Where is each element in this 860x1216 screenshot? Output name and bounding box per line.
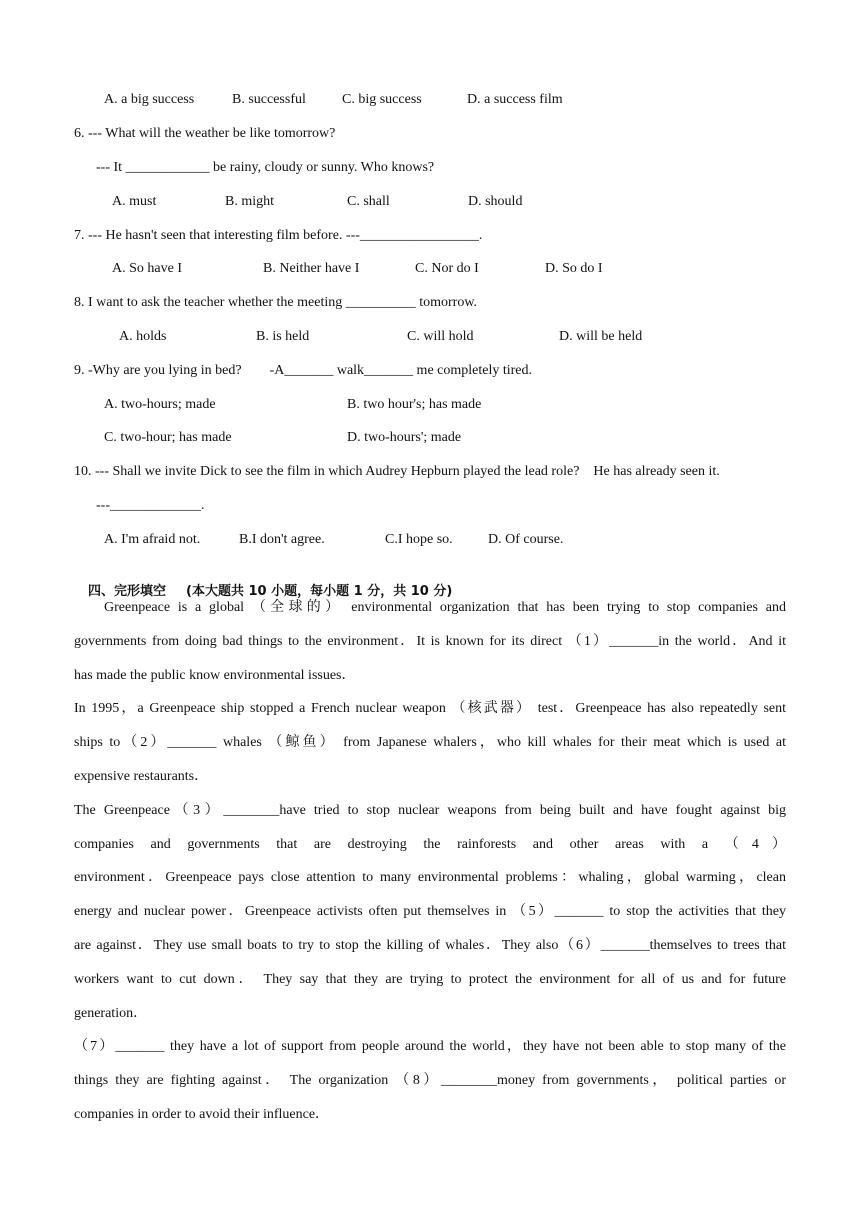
q8-stem: 8. I want to ask the teacher whether the meeting __________ tomorrow. <box>74 295 478 310</box>
passage-line: workers want to cut down． They say that they are trying to protect the environment for all of us and for future <box>74 972 786 987</box>
q8-option-a: A. holds <box>119 329 167 344</box>
q8-option-d: D. will be held <box>559 329 643 344</box>
q6-option-b: B. might <box>225 194 275 209</box>
q10-option-c: C.I hope so. <box>385 532 453 547</box>
q7-option-d: D. So do I <box>545 261 603 276</box>
passage-line: are against．They use small boats to try to stop the killing of whales．They also（6）_______themselves to trees that <box>74 938 786 953</box>
q9-option-c: C. two-hour; has made <box>104 430 232 445</box>
q7-option-c: C. Nor do I <box>415 261 479 276</box>
q10-option-a: A. I'm afraid not. <box>104 532 201 547</box>
passage-line: things they are fighting against． The organization （8）________money from governments， political parties or <box>74 1073 786 1088</box>
q5-option-c: C. big success <box>342 92 422 107</box>
passage-line: companies in order to avoid their influence． <box>74 1107 330 1122</box>
q9-option-a: A. two-hours; made <box>104 397 216 412</box>
q6-line2: --- It ____________ be rainy, cloudy or sunny. Who knows? <box>96 160 435 175</box>
q6-option-c: C. shall <box>347 194 390 209</box>
q6-stem: 6. --- What will the weather be like tomorrow? <box>74 126 336 141</box>
passage-line: has made the public know environmental issues． <box>74 668 356 683</box>
passage-line: generation． <box>74 1006 148 1021</box>
q6-option-a: A. must <box>112 194 157 209</box>
q5-option-d: D. a success film <box>467 92 563 107</box>
passage-line: Greenpeace is a global （全球的） environmental organization that has been trying to stop companies and <box>104 600 786 615</box>
passage-line: ships to（2）_______ whales （鲸鱼） from Japanese whalers，who kill whales for their meat which is used at <box>74 735 786 750</box>
q9-option-d: D. two-hours'; made <box>347 430 462 445</box>
passage-line: expensive restaurants． <box>74 769 209 784</box>
passage-line: environment．Greenpeace pays close attention to many environmental problems：whaling，global warming，clean <box>74 870 786 885</box>
passage-line: energy and nuclear power．Greenpeace activists often put themselves in （5）_______ to stop the activities that they <box>74 904 786 919</box>
q9-stem: 9. -Why are you lying in bed? -A_______ walk_______ me completely tired. <box>74 363 533 378</box>
passage-line: companies and governments that are destroying the rainforests and other areas with a （4） <box>74 837 786 852</box>
section-note: (本大题共 10 小题，每小题 1 分，共 10 分) <box>186 584 453 599</box>
q8-option-b: B. is held <box>256 329 310 344</box>
q7-option-a: A. So have I <box>112 261 182 276</box>
passage-line: In 1995，a Greenpeace ship stopped a French nuclear weapon （核武器） test．Greenpeace has also repeatedly sent <box>74 701 786 716</box>
q7-option-b: B. Neither have I <box>263 261 360 276</box>
q7-stem: 7. --- He hasn't seen that interesting film before. ---_________________. <box>74 228 483 243</box>
q10-option-b: B.I don't agree. <box>239 532 325 547</box>
section-title: 四、完形填空 <box>88 584 167 599</box>
q5-option-b: B. successful <box>232 92 306 107</box>
passage-line: The Greenpeace（3）________have tried to stop nuclear weapons from being built and have fought against big <box>74 803 786 818</box>
q9-option-b: B. two hour's; has made <box>347 397 482 412</box>
q6-option-d: D. should <box>468 194 523 209</box>
q8-option-c: C. will hold <box>407 329 474 344</box>
passage-line: （7）_______ they have a lot of support from people around the world，they have not been able to stop many of the <box>74 1039 786 1054</box>
q5-option-a: A. a big success <box>104 92 195 107</box>
q10-option-d: D. Of course. <box>488 532 564 547</box>
passage-line: governments from doing bad things to the environment．It is known for its direct （1）_______in the world．And it <box>74 634 786 649</box>
q10-line2: ---_____________. <box>96 498 205 513</box>
q10-stem: 10. --- Shall we invite Dick to see the film in which Audrey Hepburn played the lead role? He has already seen it. <box>74 464 720 479</box>
